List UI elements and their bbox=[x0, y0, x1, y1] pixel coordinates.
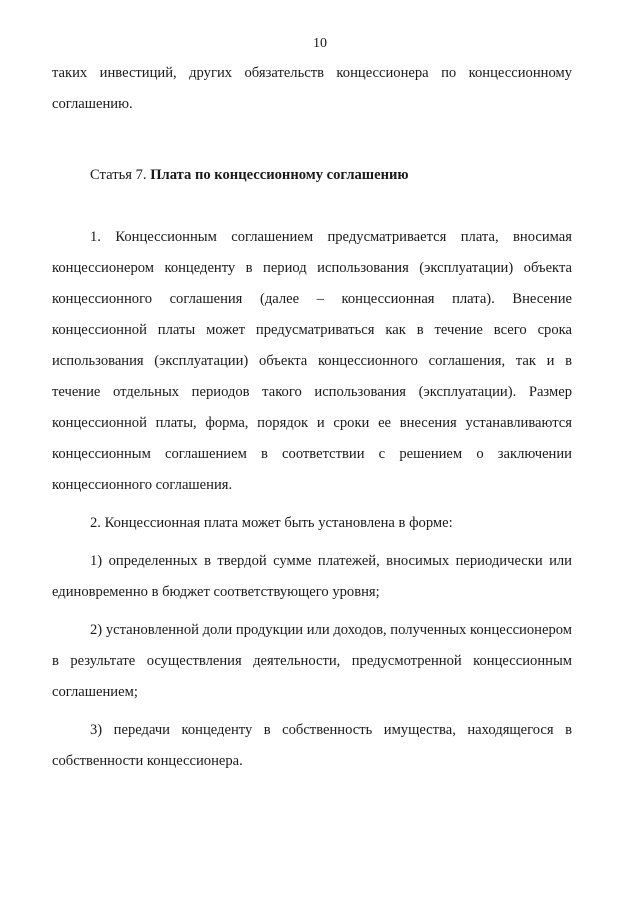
paragraph-1: 1. Концессионным соглашением предусматривается плата, вносимая концессионером концеденту в период использования (эксплуатации) объекта концессионного соглашения (далее – концессионная плата). Внесение концессионной платы может предусматриваться как в течение всего срока использования (эксплуатации) объекта концессионного соглашения, так и в течение отдельных периодов такого использования (эксплуатации). Размер концессионной платы, форма, порядок и сроки ее внесения устанавливаются концессионным соглашением в соответствии с решением о заключении концессионного соглашения. bbox=[52, 229, 572, 493]
page-number: 10 bbox=[313, 36, 327, 51]
article-title: Плата по концессионному соглашению bbox=[150, 167, 409, 183]
document-body bbox=[52, 58, 572, 777]
list-item-3: 3) передачи концеденту в собственность имущества, находящегося в собственности концессионера. bbox=[52, 722, 572, 769]
article-heading bbox=[52, 160, 572, 191]
continuation-paragraph: таких инвестиций, других обязательств концессионера по концессионному соглашению. bbox=[52, 65, 572, 112]
list-item-1: 1) определенных в твердой сумме платежей, вносимых периодически или единовременно в бюджет соответствующего уровня; bbox=[52, 553, 572, 600]
article-number: Статья 7. bbox=[90, 167, 151, 183]
paragraph-2: 2. Концессионная плата может быть установлена в форме: bbox=[90, 515, 453, 531]
list-item-2: 2) установленной доли продукции или доходов, полученных концессионером в результате осуществления деятельности, предусмотренной концессионным соглашением; bbox=[52, 622, 572, 700]
